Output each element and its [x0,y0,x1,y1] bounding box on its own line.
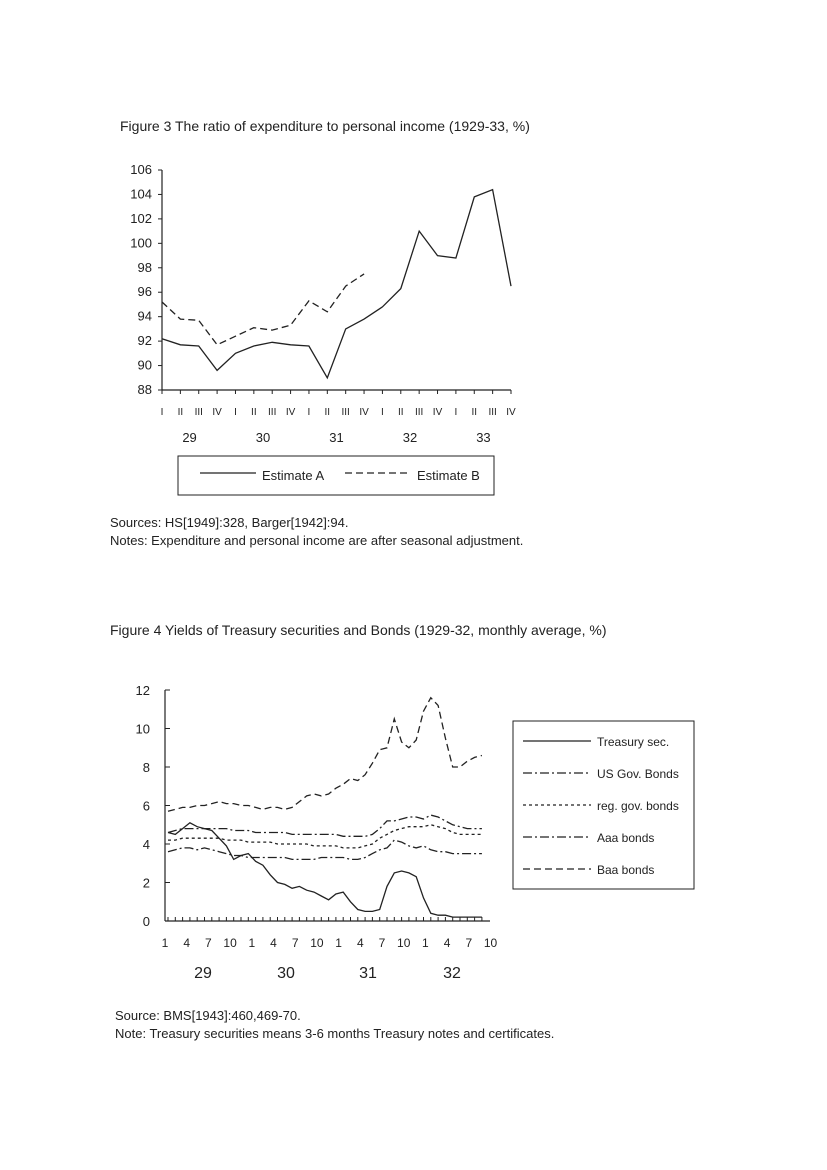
fig3-x-tick-label: II [471,407,478,418]
fig4-x-tick-label: 4 [270,936,277,950]
figure4-note: Note: Treasury securities means 3-6 months Treasury notes and certificates. [115,1026,555,1041]
fig3-x-tick-label: I [234,407,237,418]
fig4-x-tick-label: 4 [443,936,451,950]
fig4-series-line [168,698,482,812]
fig3-x-tick-label: IV [212,407,222,418]
fig4-x-tick-label: 4 [356,936,364,950]
fig3-x-tick-label: IV [432,407,443,418]
fig4-x-tick-label: 1 [335,936,342,950]
fig4-year-label: 32 [443,965,461,982]
fig3-y-tick-label: 92 [137,333,152,349]
fig4-x-tick-label: 7 [378,936,386,950]
fig4-legend-label: Treasury sec. [597,735,670,749]
fig3-year-label: 33 [476,430,491,445]
fig3-series-line [162,190,511,378]
fig4-y-tick-label: 12 [135,683,150,698]
fig4-y-tick-label: 4 [142,837,150,852]
fig3-x-tick-label: II [251,407,257,418]
fig3-year-label: 31 [329,430,344,445]
fig4-x-tick-label: 1 [161,936,169,950]
fig4-legend-label: reg. gov. bonds [597,799,679,813]
fig4-x-tick-label: 1 [422,936,429,950]
fig3-series-line [162,274,364,345]
fig3-x-tick-label: IV [506,407,516,418]
figure4-title: Figure 4 Yields of Treasury securities and Bonds (1929-32, monthly average, %) [110,622,607,638]
fig3-year-label: 29 [182,430,197,445]
fig3-x-tick-label: III [414,407,424,418]
fig3-y-tick-label: 100 [130,235,152,251]
fig3-x-tick-label: I [454,407,458,418]
fig4-series-line [168,823,482,917]
figure3-notes: Notes: Expenditure and personal income are after seasonal adjustment. [110,533,524,548]
fig3-y-tick-label: 106 [130,162,152,177]
fig3-y-tick-label: 104 [130,186,152,202]
fig4-y-tick-label: 6 [142,798,150,814]
fig3-year-label: 32 [402,430,418,445]
fig3-y-tick-label: 96 [137,284,152,300]
fig3-year-label: 30 [255,430,271,445]
fig3-x-tick-label: III [194,407,203,418]
fig3-x-tick-label: III [341,407,350,418]
fig3-x-tick-label: II [398,407,404,418]
fig3-x-tick-label: III [488,407,497,418]
fig3-y-tick-label: 98 [137,259,152,275]
fig4-y-tick-label: 10 [135,721,150,737]
fig3-y-tick-label: 94 [137,308,152,324]
fig4-x-tick-label: 7 [291,936,299,950]
figure4-source: Source: BMS[1943]:460,469-70. [115,1008,301,1023]
fig4-x-tick-label: 10 [223,936,237,950]
fig4-series-line [168,840,482,859]
fig4-year-label: 29 [194,965,212,982]
fig3-x-tick-label: I [307,407,311,418]
fig4-x-tick-label: 10 [483,936,498,950]
figure3-sources: Sources: HS[1949]:328, Barger[1942]:94. [110,515,349,530]
fig3-legend-label: Estimate B [417,468,480,483]
fig4-x-tick-label: 10 [397,936,411,950]
fig3-y-tick-label: 90 [137,357,152,373]
fig3-x-tick-label: IV [359,407,369,418]
fig4-y-tick-label: 8 [142,760,150,775]
fig3-x-tick-label: III [268,407,277,418]
fig4-legend-label: Baa bonds [597,863,655,877]
fig4-y-tick-label: 2 [142,875,150,891]
fig3-y-tick-label: 102 [130,210,152,226]
fig3-y-tick-label: 88 [137,382,152,397]
fig4-legend-label: Aaa bonds [597,831,655,845]
fig4-x-tick-label: 1 [248,936,256,950]
fig3-x-tick-label: II [324,407,331,418]
fig4-year-label: 30 [277,965,295,982]
fig3-x-tick-label: I [160,407,164,418]
fig4-x-tick-label: 7 [205,936,212,950]
fig4-x-tick-label: 10 [310,936,324,950]
fig4-y-tick-label: 0 [142,914,150,929]
fig4-legend-label: US Gov. Bonds [597,767,679,781]
fig4-x-tick-label: 4 [183,936,191,950]
fig3-x-tick-label: IV [285,407,296,418]
fig3-x-tick-label: I [381,407,384,418]
fig3-legend-label: Estimate A [262,468,325,483]
fig4-year-label: 31 [359,965,377,982]
figure3-title: Figure 3 The ratio of expenditure to personal income (1929-33, %) [120,118,530,134]
fig4-x-tick-label: 7 [465,936,473,950]
fig3-x-tick-label: II [177,407,184,418]
